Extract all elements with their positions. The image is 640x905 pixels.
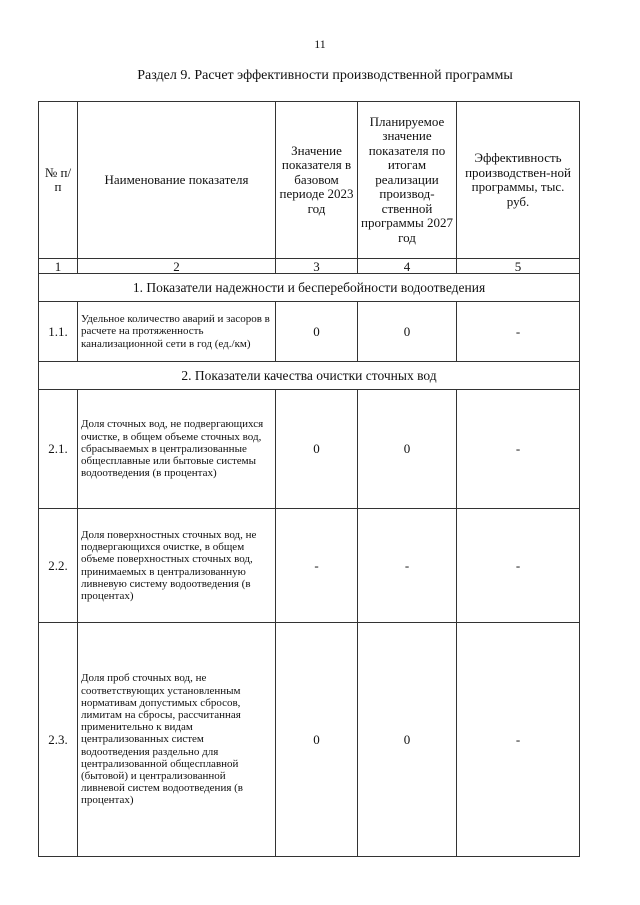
row-indicator-name: Доля сточных вод, не подвергающихся очистке, в общем объеме сточных вод, сбрасываемых в централизованные общесплавные или бытовые системы водоотведения (в процентах) [78, 390, 276, 509]
row-planned-value: 0 [358, 390, 457, 509]
row-effect-value: - [457, 302, 580, 362]
row-planned-value: - [358, 509, 457, 623]
row-planned-value: 0 [358, 623, 457, 857]
row-number: 2.1. [39, 390, 78, 509]
header-num: № п/п [39, 102, 78, 259]
header-base: Значение показателя в базовом периоде 2023 год [276, 102, 358, 259]
column-number-row [39, 259, 580, 274]
column-number: 2 [78, 259, 276, 274]
efficiency-table [38, 101, 580, 857]
row-effect-value: - [457, 623, 580, 857]
row-indicator-name: Доля проб сточных вод, не соответствующих установленным нормативам допустимых сбросов, лимитам на сбросы, рассчитанная применительно к видам централизованных систем водоотведения раздельно для централизованной общесплавной (бытовой) и централизованной ливневой систем водоотведения (в процентах) [78, 623, 276, 857]
table-row [39, 623, 580, 857]
table-row [39, 509, 580, 623]
row-number: 2.2. [39, 509, 78, 623]
row-indicator-name: Доля поверхностных сточных вод, не подвергающихся очистке, в общем объеме поверхностных сточных вод, принимаемых в централизованную ливневую систему водоотведения (в процентах) [78, 509, 276, 623]
column-number: 4 [358, 259, 457, 274]
row-effect-value: - [457, 390, 580, 509]
table-row [39, 390, 580, 509]
row-base-value: 0 [276, 390, 358, 509]
header-name: Наименование показателя [78, 102, 276, 259]
header-effect: Эффективность производствен-ной программы, тыс. руб. [457, 102, 580, 259]
table-row [39, 302, 580, 362]
row-base-value: 0 [276, 302, 358, 362]
section-title: Раздел 9. Расчет эффективности производственной программы [137, 68, 513, 83]
row-planned-value: 0 [358, 302, 457, 362]
column-number: 3 [276, 259, 358, 274]
section-heading: 2. Показатели качества очистки сточных вод [39, 362, 580, 390]
header-planned: Планируемое значение показателя по итогам реализации производ-ственной программы 2027 год [358, 102, 457, 259]
row-indicator-name: Удельное количество аварий и засоров в расчете на протяженность канализационной сети в год (ед./км) [78, 302, 276, 362]
row-base-value: - [276, 509, 358, 623]
row-number: 2.3. [39, 623, 78, 857]
row-number: 1.1. [39, 302, 78, 362]
section-row [39, 362, 580, 390]
row-base-value: 0 [276, 623, 358, 857]
page-number: 11 [314, 37, 326, 51]
section-heading: 1. Показатели надежности и бесперебойности водоотведения [39, 274, 580, 302]
column-number: 1 [39, 259, 78, 274]
header-row [39, 102, 580, 259]
section-row [39, 274, 580, 302]
row-effect-value: - [457, 509, 580, 623]
column-number: 5 [457, 259, 580, 274]
